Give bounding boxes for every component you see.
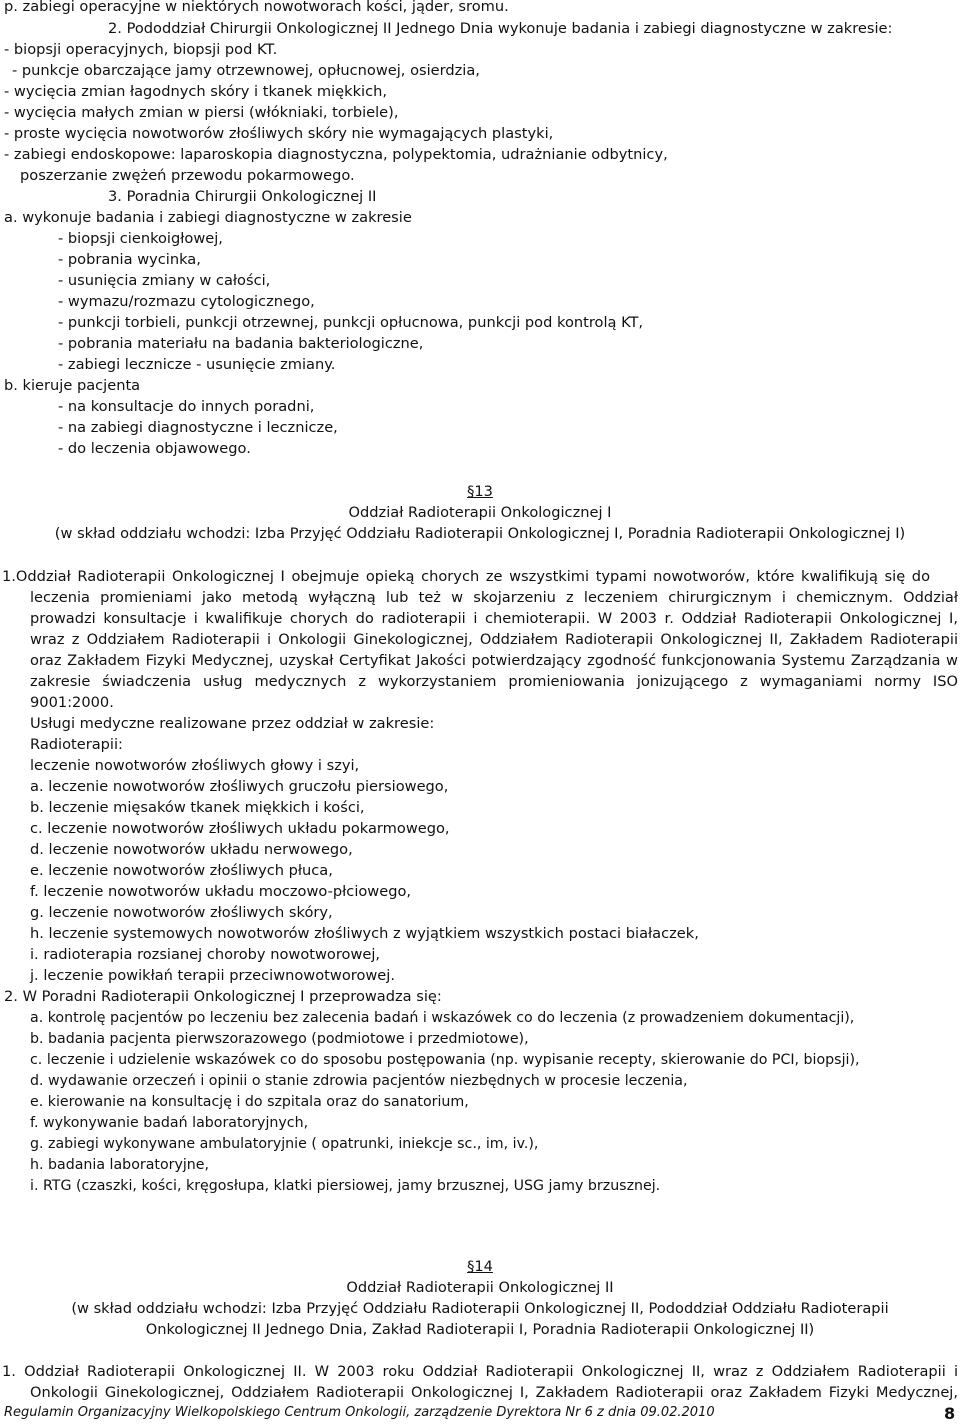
list-item: - zabiegi lecznicze - usunięcie zmiany. [58,356,336,373]
list-item: - biopsji cienkoigłowej, [58,230,223,247]
list-item: a. leczenie nowotworów złośliwych gruczołu piersiowego, [30,778,449,795]
list-item: i. RTG (czaszki, kości, kręgosłupa, klatki piersiowej, jamy brzusznej, USG jamy brzusznej. [30,1178,661,1194]
section-title: Oddział Radioterapii Onkologicznej II [346,1279,614,1296]
section-subtitle: Onkologicznej II Jednego Dnia, Zakład Radioterapii I, Poradnia Radioterapii Onkologicznej II) [145,1321,815,1338]
page-number: 8 [944,1404,956,1423]
list-item: - zabiegi endoskopowe: laparoskopia diagnostyczna, polypektomia, udrażnianie odbytnicy, [4,146,668,163]
list-item: j. leczenie powikłań terapii przeciwnowotworowej. [30,967,395,984]
list-item: 3. Poradnia Chirurgii Onkologicznej II [108,188,377,205]
paragraph-line: prowadzi konsultacje i kwalifikuje chorych do radioterapii i chemioterapii. W 2003 r. Oddział Radioterapii Onkologicznej I, [30,610,958,627]
section-subtitle: (w skład oddziału wchodzi: Izba Przyjęć Oddziału Radioterapii Onkologicznej II, Pododdział Oddziału Radioterapii [71,1300,889,1317]
section-subtitle: (w skład oddziału wchodzi: Izba Przyjęć Oddziału Radioterapii Onkologicznej I, Poradnia Radioterapii Onkologicznej I) [54,525,906,542]
list-item: a. wykonuje badania i zabiegi diagnostyczne w zakresie [4,209,412,226]
list-item: - usunięcia zmiany w całości, [58,272,271,289]
radiotherapy-label: Radioterapii: [30,736,123,753]
paragraph-line: zakresie świadczenia usług medycznych z wykorzystaniem promieniowania jonizującego z wymaganiami normy ISO [30,673,958,690]
list-item: 2. Pododdział Chirurgii Onkologicznej II Jednego Dnia wykonuje badania i zabiegi diagnostyczne w zakresie: [108,20,893,37]
list-item: d. wydawanie orzeczeń i opinii o stanie zdrowia pacjentów niezbędnych w procesie leczenia, [30,1073,688,1089]
services-intro: Usługi medyczne realizowane przez oddział w zakresie: [30,715,435,732]
list-item: poszerzanie zwężeń przewodu pokarmowego. [20,167,355,184]
paragraph-line: wraz z Oddziałem Radioterapii i Onkologii Ginekologicznej, Oddziałem Radioterapii Onkologicznej II, Zakładem Radioterapii [30,631,958,648]
list-item: h. leczenie systemowych nowotworów złośliwych z wyjątkiem wszystkich postaci białaczek, [30,925,699,942]
list-item: d. leczenie nowotworów układu nerwowego, [30,841,353,858]
list-item: - pobrania materiału na badania bakteriologiczne, [58,335,424,352]
paragraph-line: oraz Zakładem Fizyki Medycznej, uzyskał Certyfikat Jakości potwierdzający zgodność funkcjonowania Systemu Zarządzania w [30,652,958,669]
section-number: §13 [467,483,493,500]
paragraph-line: 9001:2000. [30,694,114,711]
list-item: c. leczenie nowotworów złośliwych układu pokarmowego, [30,820,450,837]
list-item: f. leczenie nowotworów układu moczowo-płciowego, [30,883,412,900]
list-item: e. kierowanie na konsultację i do szpitala oraz do sanatorium, [30,1094,469,1110]
paragraph-line: Onkologii Ginekologicznej, Oddziałem Radioterapii Onkologicznej I, Zakładem Radioterapii oraz Zakładem Fizyki Medycznej, [30,1384,958,1401]
list-item: f. wykonywanie badań laboratoryjnych, [30,1115,309,1131]
paragraph-line: 1. Oddział Radioterapii Onkologicznej II. W 2003 roku Oddział Radioterapii Onkologicznej II, wraz z Oddziałem Radioterapii i [2,1363,958,1380]
section-number: §14 [467,1258,493,1275]
list-item: p. zabiegi operacyjne w niektórych nowotworach kości, jąder, sromu. [4,0,509,15]
list-item: - na konsultacje do innych poradni, [58,398,315,415]
list-item: - pobrania wycinka, [58,251,201,268]
list-item: - na zabiegi diagnostyczne i lecznicze, [58,419,338,436]
list-item: i. radioterapia rozsianej choroby nowotworowej, [30,946,381,963]
list-item: c. leczenie i udzielenie wskazówek co do sposobu postępowania (np. wypisanie recepty, skierowanie do PCI, biopsji), [30,1052,860,1068]
point-heading: 2. W Poradni Radioterapii Onkologicznej I przeprowadza się: [4,988,442,1005]
list-item: - do leczenia objawowego. [58,440,251,457]
list-item: - wycięcia małych zmian w piersi (włókniaki, torbiele), [4,104,399,121]
list-item: - proste wycięcia nowotworów złośliwych skóry nie wymagających plastyki, [4,125,554,142]
section-title: Oddział Radioterapii Onkologicznej I [348,504,612,521]
paragraph-line: leczenia promieniami jako metodą wyłączną lub też w skojarzeniu z leczeniem chirurgicznym i chemicznym. Oddział [30,589,958,606]
list-item: g. leczenie nowotworów złośliwych skóry, [30,904,333,921]
list-item: b. kieruje pacjenta [4,377,141,394]
list-item: h. badania laboratoryjne, [30,1157,210,1173]
list-item: - biopsji operacyjnych, biopsji pod KT. [4,41,278,58]
list-item: - punkcji torbieli, punkcji otrzewnej, punkcji opłucnowa, punkcji pod kontrolą KT, [58,314,644,331]
page-footer: Regulamin Organizacyjny Wielkopolskiego Centrum Onkologii, zarządzenie Dyrektora Nr 6 z dnia 09.02.2010 [4,1405,715,1420]
list-item: leczenie nowotworów złośliwych głowy i szyi, [30,757,360,774]
list-item: - wycięcia zmian łagodnych skóry i tkanek miękkich, [4,83,388,100]
list-item: - wymazu/rozmazu cytologicznego, [58,293,315,310]
list-item: a. kontrolę pacjentów po leczeniu bez zalecenia badań i wskazówek co do leczenia (z prowadzeniem dokumentacji), [30,1010,855,1026]
list-item: g. zabiegi wykonywane ambulatoryjnie ( opatrunki, iniekcje sc., im, iv.), [30,1136,539,1152]
list-item: - punkcje obarczające jamy otrzewnowej, opłucnowej, osierdzia, [12,62,480,79]
list-item: b. leczenie mięsaków tkanek miękkich i kości, [30,799,365,816]
paragraph-line: 1.Oddział Radioterapii Onkologicznej I obejmuje opieką chorych ze wszystkimi typami nowotworów, które kwalifikują się do [2,568,930,585]
list-item: b. badania pacjenta pierwszorazowego (podmiotowe i przedmiotowe), [30,1031,529,1047]
list-item: e. leczenie nowotworów złośliwych płuca, [30,862,333,879]
